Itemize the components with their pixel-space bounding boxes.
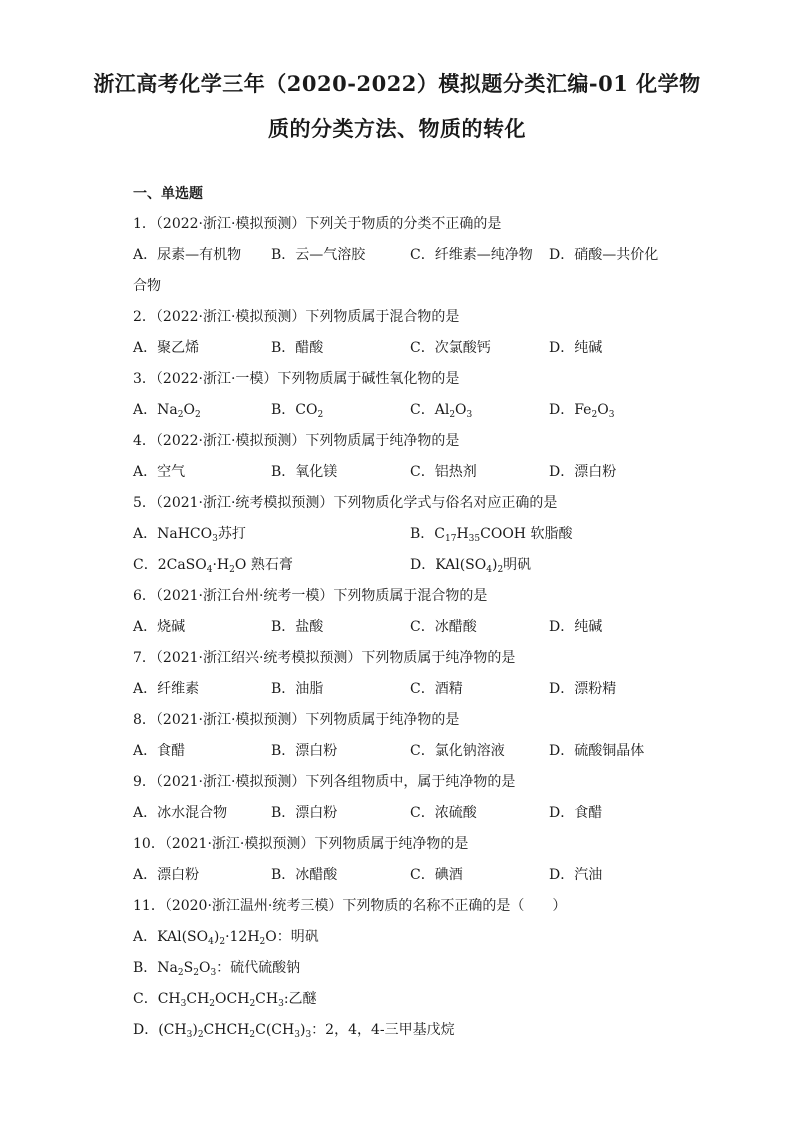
option-d: D．漂粉精	[549, 681, 617, 697]
question-7-stem: 7．（2021·浙江绍兴·统考模拟预测）下列物质属于纯净物的是	[133, 650, 516, 666]
question-3-stem: 3．（2022·浙江·一模）下列物质属于碱性氧化物的是	[133, 371, 460, 387]
option-d: D．$KAl(SO_4)_2$明矾	[410, 557, 532, 575]
question-6-options	[133, 616, 673, 638]
question-9-stem: 9．（2021·浙江·模拟预测）下列各组物质中，属于纯净物的是	[133, 774, 516, 790]
option-c: C．酒精	[410, 681, 463, 697]
option-d: D．纯碱	[549, 340, 603, 356]
option-a: A．聚乙烯	[133, 340, 200, 356]
option-a: A．纤维素	[133, 681, 200, 697]
option-c: C．冰醋酸	[410, 619, 477, 635]
option-b: B．冰醋酸	[271, 867, 338, 883]
question-5-options-row-2	[133, 554, 673, 576]
option-a: A．NaHCO$_3$苏打	[133, 526, 246, 544]
option-b: B．氧化镁	[271, 464, 338, 480]
option-d: D．食醋	[549, 805, 603, 821]
option-b: B．云—气溶胶	[271, 247, 366, 263]
question-4-stem: 4．（2022·浙江·模拟预测）下列物质属于纯净物的是	[133, 433, 460, 449]
document-title-line-2: 质的分类方法、物质的转化	[268, 116, 526, 141]
option-d: D．硝酸—共价化	[549, 247, 659, 263]
question-11-option-b: B．$Na_2S_2O_3$：硫代硫酸钠	[133, 960, 301, 978]
option-b: B．醋酸	[271, 340, 324, 356]
question-3-options	[133, 399, 673, 421]
question-5-stem: 5．（2021·浙江·统考模拟预测）下列物质化学式与俗名对应正确的是	[133, 495, 558, 511]
option-d: D．纯碱	[549, 619, 603, 635]
option-c: C．氯化钠溶液	[410, 743, 505, 759]
option-c: C．次氯酸钙	[410, 340, 491, 356]
option-c: C．碘酒	[410, 867, 463, 883]
option-c: C．$2CaSO_4\cdot H_2O$ 熟石膏	[133, 557, 293, 575]
document-title-line-1: 浙江高考化学三年（2020-2022）模拟题分类汇编-01 化学物	[93, 71, 701, 96]
option-a: A．漂白粉	[133, 867, 200, 883]
option-c: C．纤维素—纯净物	[410, 247, 533, 263]
option-b: B．漂白粉	[271, 805, 338, 821]
question-11-option-d: D．$(CH_3)_2CHCH_2C(CH_3)_3$：2，4，4-三甲基戊烷	[133, 1022, 455, 1040]
question-6-stem: 6．（2021·浙江台州·统考一模）下列物质属于混合物的是	[133, 588, 488, 604]
option-d: D．硫酸铜晶体	[549, 743, 645, 759]
question-1-stem: 1．（2022·浙江·模拟预测）下列关于物质的分类不正确的是	[133, 216, 502, 232]
option-a: A．冰水混合物	[133, 805, 228, 821]
option-a: A．空气	[133, 464, 186, 480]
question-8-stem: 8．（2021·浙江·模拟预测）下列物质属于纯净物的是	[133, 712, 460, 728]
option-a: A．食醋	[133, 743, 186, 759]
option-c: C．铝热剂	[410, 464, 477, 480]
question-1-option-d-continuation: 合物	[133, 278, 161, 294]
question-2-stem: 2．（2022·浙江·模拟预测）下列物质属于混合物的是	[133, 309, 460, 325]
option-d: D．$Fe_2O_3$	[549, 402, 615, 420]
option-a: A．烧碱	[133, 619, 186, 635]
question-11-option-a: A．$KAl(SO_4)_2\cdot 12H_2O$：明矾	[133, 929, 319, 947]
option-b: B．盐酸	[271, 619, 324, 635]
option-d: D．汽油	[549, 867, 603, 883]
question-2-options	[133, 337, 673, 359]
option-b: B．$C_{17}H_{35}COOH$ 软脂酸	[410, 526, 573, 544]
option-a: A．尿素—有机物	[133, 247, 242, 263]
option-a: A．$Na_2O_2$	[133, 402, 201, 420]
question-10-stem: 10．（2021·浙江·模拟预测）下列物质属于纯净物的是	[133, 836, 469, 852]
option-c: C．$Al_2O_3$	[410, 402, 473, 420]
option-d: D．漂白粉	[549, 464, 617, 480]
option-c: C．浓硫酸	[410, 805, 477, 821]
question-11-option-c: C．$CH_3CH_2OCH_2CH_3$:乙醚	[133, 991, 317, 1009]
question-4-options	[133, 461, 673, 483]
question-1-options	[133, 244, 673, 266]
option-b: B．漂白粉	[271, 743, 338, 759]
section-heading: 一、单选题	[133, 186, 203, 202]
question-5-options-row-1	[133, 523, 673, 545]
question-8-options	[133, 740, 673, 762]
option-b: B．油脂	[271, 681, 324, 697]
question-7-options	[133, 678, 673, 700]
question-10-options	[133, 864, 673, 886]
question-9-options	[133, 802, 673, 824]
option-b: B．$CO_2$	[271, 402, 324, 420]
question-11-stem: 11．（2020·浙江温州·统考三模）下列物质的名称不正确的是（ ）	[133, 898, 567, 914]
